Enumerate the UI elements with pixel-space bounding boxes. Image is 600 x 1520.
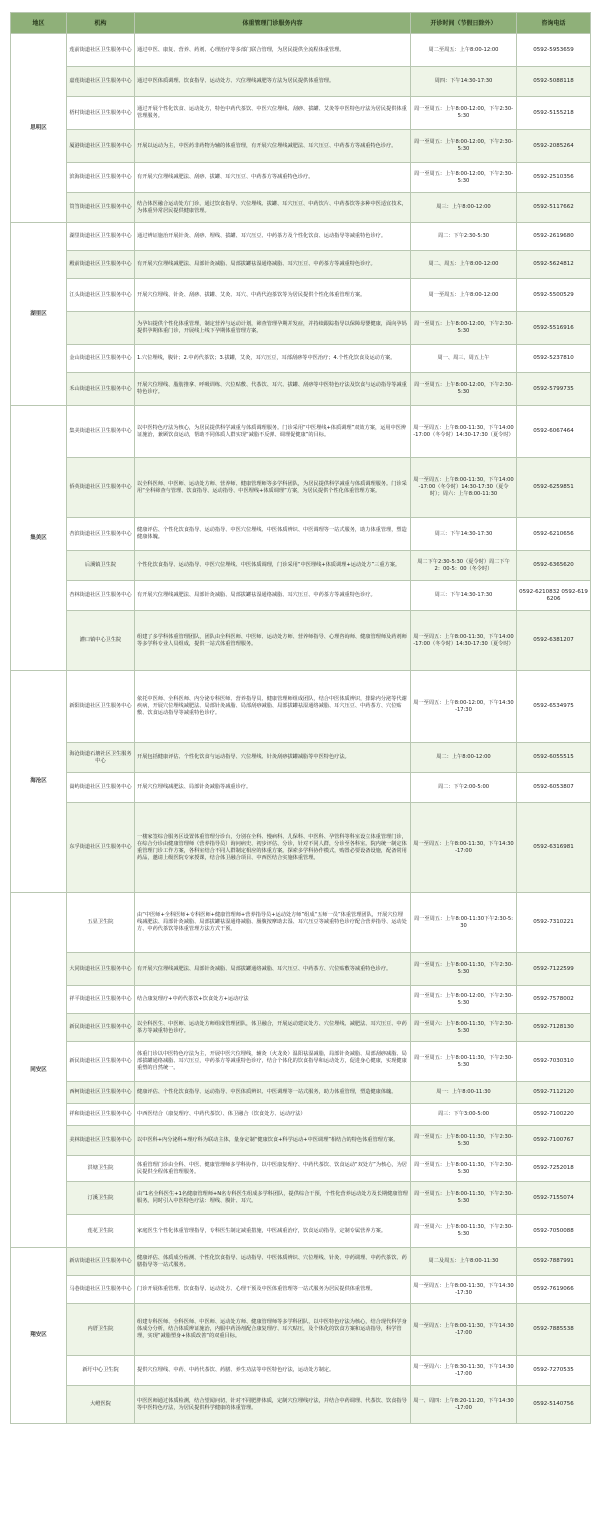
organization-cell: 祥平街道社区卫生服务中心 xyxy=(67,986,135,1014)
table-row xyxy=(11,223,591,251)
table-row xyxy=(11,518,591,551)
organization-cell: 滨海街道社区卫生服务中心 xyxy=(67,163,135,193)
phone-cell: 0592-7887991 xyxy=(517,1248,591,1276)
service-content-cell: 门诊开展体重管理、饮食指导、运动处方、心理干预及中医体重管理等一站式服务为居民提供体重管理。 xyxy=(135,1276,411,1304)
phone-cell: 0592-2510356 xyxy=(517,163,591,193)
organization-cell: 禾山街道社区卫生服务中心 xyxy=(67,373,135,406)
phone-cell: 0592-7310221 xyxy=(517,893,591,953)
table-row xyxy=(11,67,591,97)
table-row xyxy=(11,1104,591,1126)
organization-cell: 江头街道社区卫生服务中心 xyxy=(67,279,135,312)
table-row xyxy=(11,671,591,743)
clinic-hours-cell: 周四：下午14:30-17:30 xyxy=(411,67,517,97)
organization-cell: 莲花卫生院 xyxy=(67,1215,135,1248)
service-content-cell: 有开展穴位埋线减肥法、局部针灸减脂、局部拔罐祛湿通络减脂、耳穴压豆、中药茶方等减重特色诊疗。 xyxy=(135,251,411,279)
service-content-cell: 体重管理门诊由全科、中医、健康管理师多学科协作，以中医康复理疗、中药代茶饮、饮食运动“双处方”为核心，为居民提供全程体重管理服务。 xyxy=(135,1156,411,1182)
organization-cell xyxy=(67,312,135,345)
table-row xyxy=(11,1126,591,1156)
organization-cell: 祥和街道社区卫生服务中心 xyxy=(67,1104,135,1126)
phone-cell: 0592-7050088 xyxy=(517,1215,591,1248)
service-content-cell: 组建了多学科体重管理团队，团队由全科医师、中医师、运动处方师、营养师指导、心理咨询师、健康管理师及药剂师等多学科专业人员组成，提供一站式体重管理服务。 xyxy=(135,611,411,671)
table-row xyxy=(11,458,591,518)
phone-cell: 0592-7112120 xyxy=(517,1082,591,1104)
service-content-cell: 中医医师通过体质检测，结合望闻问切，针对不同肥胖体质，定制穴位埋线疗法，并结合中药调理、代茶饮、饮食指导等中医特色疗法，为居民提供科学健康的体重管理。 xyxy=(135,1386,411,1424)
service-content-cell: 中西医结合（康复理疗、中药代茶饮）、体卫融合（饮食处方、运动疗法） xyxy=(135,1104,411,1126)
organization-cell: 梧村街道社区卫生服务中心 xyxy=(67,97,135,130)
service-content-cell: 开展穴位埋线、脂肪推拿、呼吸训练、穴位贴敷、代茶饮、耳穴、拔罐、刮痧等中医特色疗法及饮食与运动指导等减重特色诊疗。 xyxy=(135,373,411,406)
table-row xyxy=(11,743,591,773)
table-row xyxy=(11,163,591,193)
phone-cell: 0592-7619066 xyxy=(517,1276,591,1304)
table-row xyxy=(11,986,591,1014)
phone-cell: 0592-6055515 xyxy=(517,743,591,773)
service-content-cell: 结合康复理疗+中药代茶饮+饮食处方+运动疗法 xyxy=(135,986,411,1014)
organization-cell: 大嶝医院 xyxy=(67,1386,135,1424)
phone-cell: 0592-5500529 xyxy=(517,279,591,312)
phone-cell: 0592-6365620 xyxy=(517,551,591,581)
clinic-hours-cell: 周一至周五：上午8:00-12:00，下午2:30-5:30 xyxy=(411,986,517,1014)
phone-cell: 0592-7155074 xyxy=(517,1182,591,1215)
table-row xyxy=(11,1386,591,1424)
clinic-hours-cell: 周三：下午3:00-5:00 xyxy=(411,1104,517,1126)
clinic-hours-cell: 周一至周五：上午8:00-11:30，下午2:30-5:30 xyxy=(411,953,517,986)
service-content-cell: 家庭医生个性化体重管理指导，专科医生制定减重措施，中医减重治疗，饮食运动指导，定制专属营养方案。 xyxy=(135,1215,411,1248)
service-content-cell: 由“1名全科医生+1名健康管理师+N名专科医生组成多学科团队，提供综合干预，个性化营养运动处方及长期健康管理服务。同时引入中医特色疗法：埋线、腹针、耳穴。 xyxy=(135,1182,411,1215)
clinic-hours-cell: 周三：上午8:00-12:00 xyxy=(411,193,517,223)
clinic-hours-cell: 周一至周五：上午8:00-12:00，下午2:30-5:30 xyxy=(411,373,517,406)
table-row xyxy=(11,345,591,373)
phone-cell: 0592-6381207 xyxy=(517,611,591,671)
phone-cell: 0592-6210656 xyxy=(517,518,591,551)
service-content-cell: 由“中医师+全科医师+专科医师+健康管理师+营养指导员+运动处方师”组成“五师一员”体重管理团队，开展穴位埋线减肥法、局部针灸减脂、局部拔罐祛湿通络减脂、肠腹按摩助去湿、耳穴压豆等减重特色诊疗配合营养指导、运动处方、中药代茶饮等体重管理方法方式干预。 xyxy=(135,893,411,953)
table-row xyxy=(11,193,591,223)
service-content-cell: 健康评估、体质成分检测、个性化饮食指导、运动指导、中医体质辨识、穴位埋线、针灸、中药调理、中药代茶饮、药膳指导等一站式服务。 xyxy=(135,1248,411,1276)
organization-cell: 西柯街道社区卫生服务中心 xyxy=(67,1082,135,1104)
clinic-hours-cell: 周一至周五：上午8:00-11:30，下午2:30-5:30 xyxy=(411,1156,517,1182)
clinic-hours-cell: 周一至周五：上午8:00-11:30，下午14:00-17:00（冬令时）14:30-17:30（夏令时）；周六：上午8:00-11:30 xyxy=(411,458,517,518)
table-row xyxy=(11,1356,591,1386)
table-row xyxy=(11,1014,591,1042)
table-row xyxy=(11,279,591,312)
table-header-row xyxy=(11,13,591,34)
clinic-hours-cell: 周一至周五：上午8:00-11:30，下午14:30-17:30 xyxy=(411,1276,517,1304)
table-row xyxy=(11,581,591,611)
clinic-hours-cell: 周二、周五：上午8:00-12:00 xyxy=(411,251,517,279)
table-row xyxy=(11,1082,591,1104)
organization-cell: 新圩中心卫生院 xyxy=(67,1356,135,1386)
table-row xyxy=(11,893,591,953)
table-row xyxy=(11,1304,591,1356)
district-cell: 湖里区 xyxy=(11,223,67,406)
organization-cell: 洪塘卫生院 xyxy=(67,1156,135,1182)
district-cell: 同安区 xyxy=(11,893,67,1248)
table-row xyxy=(11,1248,591,1276)
table-row xyxy=(11,1276,591,1304)
service-content-cell: 1.穴位埋线，腹针；2.中药代茶饮；3.拔罐，艾灸，耳穴压豆，耳部刮痧等中医治疗；4.个性化饮食及运动方案。 xyxy=(135,345,411,373)
clinic-hours-cell: 周一至周六：上午8:30-11:30，下午14:30-17:00 xyxy=(411,1356,517,1386)
phone-cell: 0592-7128130 xyxy=(517,1014,591,1042)
phone-cell: 0592-2085264 xyxy=(517,130,591,163)
phone-cell: 0592-7030310 xyxy=(517,1042,591,1082)
phone-cell: 0592-7122599 xyxy=(517,953,591,986)
weight-clinic-table xyxy=(10,12,591,1424)
table-row xyxy=(11,406,591,458)
service-content-cell: 结合体医融合运动处方门诊，通过饮食指导、穴位埋线、拔罐、耳穴压豆、中药饮片、中药茶饮等多种中医适宜技术，为体重异常居民提供健康管理。 xyxy=(135,193,411,223)
district-cell: 思明区 xyxy=(11,34,67,223)
phone-cell: 0592-5799735 xyxy=(517,373,591,406)
table-row xyxy=(11,1182,591,1215)
table-row xyxy=(11,611,591,671)
table-row xyxy=(11,1156,591,1182)
phone-cell: 0592-2619680 xyxy=(517,223,591,251)
service-content-cell: 一楼家签综合服务区设置体重管理分诊台，分别在全科、慢病科、儿保科、中医科、孕管科等科室设立体重管理门诊，在综合分诊由健康管理师（营养指导员）询问病史、初步评估、分诊，针对不同人群，分诊至各科室。院内统一制定体重管理门诊工作方案，各科室结合不同人群制定相应的体重方案。探索多学科协作模式，购置必要设备设施，配备常用药品，邀请上级医院专家授课，结合体卫融合项目、中西医结合实施体重管理。 xyxy=(135,803,411,893)
service-content-cell: 通过中医体质调理、饮食指导、运动处方、穴位埋线减肥等方法为居民提供体重管理。 xyxy=(135,67,411,97)
organization-cell: 厦港街道社区卫生服务中心 xyxy=(67,130,135,163)
service-content-cell: 以全科医生、中医师、运动处方师组成管理团队，体卫融合，开展运动建议处方、穴位埋线、减肥法、耳穴压豆、中药茶方等减重特色诊疗。 xyxy=(135,1014,411,1042)
clinic-hours-cell: 周一至周五：上午8:00-12:00，下午2:30-5:30 xyxy=(411,130,517,163)
organization-cell: 美林街道社区卫生服务中心 xyxy=(67,1126,135,1156)
table-row xyxy=(11,34,591,67)
service-content-cell: 有开展穴位埋线减肥法、局部针灸减脂、局部拔罐祛湿通络减脂、耳穴压豆、中药茶方等减重特色诊疗。 xyxy=(135,581,411,611)
clinic-hours-cell: 周二：上午8:00-12:00 xyxy=(411,743,517,773)
organization-cell: 嘉莲街道社区卫生服务中心 xyxy=(67,67,135,97)
organization-cell: 杏林街道社区卫生服务中心 xyxy=(67,581,135,611)
service-content-cell: 健康评估、个性化饮食指导、运动指导、中医体质辨识、中医调理等一站式服务，助力体重管理，塑造健康体魄。 xyxy=(135,1082,411,1104)
phone-cell: 0592-5155218 xyxy=(517,97,591,130)
phone-cell: 0592-5140756 xyxy=(517,1386,591,1424)
header-organization: 机构 xyxy=(67,13,135,34)
organization-cell: 湖里街道社区卫生服务中心 xyxy=(67,223,135,251)
organization-cell: 集美街道社区卫生服务中心 xyxy=(67,406,135,458)
organization-cell: 新民街道社区卫生服务中心 xyxy=(67,1042,135,1082)
organization-cell: 灌口镇中心卫生院 xyxy=(67,611,135,671)
service-content-cell: 体重门诊以中医特色疗法为主，开展中医穴位埋线，辅灸（火龙灸）温阳祛湿减脂，局部针灸减脂、局部刮痧减脂、局部拔罐通络减脂、耳穴压豆，中药茶方等减重特色诊疗，结合个体化的饮食指导和运动处方，促进身心健康，实现健康重塑的自然统一。 xyxy=(135,1042,411,1082)
table-row xyxy=(11,1215,591,1248)
clinic-hours-cell: 周二：下午2:30-5:30 xyxy=(411,223,517,251)
phone-cell: 0592-5516916 xyxy=(517,312,591,345)
organization-cell: 新民街道社区卫生服务中心 xyxy=(67,1014,135,1042)
service-content-cell: 提供穴位埋线、中药、中药代茶饮、药膳、养生功法等中医特色疗法，运动处方制定。 xyxy=(135,1356,411,1386)
weight-clinic-table-sheet xyxy=(10,12,590,1424)
clinic-hours-cell: 周一至周六：上午8:00-11:30，下午2:30-5:30 xyxy=(411,1215,517,1248)
service-content-cell: 开展穴位埋线减肥法、局部针灸减脂等减重诊疗。 xyxy=(135,773,411,803)
service-content-cell: 组建专科医师、全科医师、中医师、运动处方师、健康管理师等多学科团队，以中医特色疗法为核心，结合现代科学身体成分分析，结合体质辨证施治，内服中药汤剂配合康复理疗、耳穴贴压，及个体化的饮食方案和运动指导，科学管理，实现“减脂塑身+体质改善”的双重目标。 xyxy=(135,1304,411,1356)
clinic-hours-cell: 周一至周五：上午8:00-11:30，下午14:00-17:00（冬令时）14:30-17:30（夏令时） xyxy=(411,406,517,458)
phone-cell: 0592-6053807 xyxy=(517,773,591,803)
clinic-hours-cell: 周二至周五：上午8:00-12:00 xyxy=(411,34,517,67)
service-content-cell: 通过开展个性化饮食、运动处方，特色中药代茶饮、中医穴位埋线、刮痧、拔罐、艾灸等中医特色疗法为居民提供体重管理服务。 xyxy=(135,97,411,130)
district-cell: 集美区 xyxy=(11,406,67,671)
organization-cell: 后溪镇卫生院 xyxy=(67,551,135,581)
table-row xyxy=(11,773,591,803)
clinic-hours-cell: 周一至周五：上午8:00-11:30，下午14:30-17:00 xyxy=(411,803,517,893)
clinic-hours-cell: 周二下午2:30-5:30（夏令时）周二下午2：00-5：00（冬令时） xyxy=(411,551,517,581)
service-content-cell: 开展以运动为主，中医药非药物为辅的体重管理，有开展穴位埋线减肥法、耳穴压豆、中药茶方等减重特色诊疗。 xyxy=(135,130,411,163)
phone-cell: 0592-5088118 xyxy=(517,67,591,97)
header-service-content: 体重管理门诊服务内容 xyxy=(135,13,411,34)
service-content-cell: 以全科医师、中医师、运动处方师、营养师、健康管理师等多学科团队，为居民提供科学减重与体质调理服务。门诊采用“全科筛查与管理、饮食指导、运动指导、中医埋线+体质调理”方案，为居民提供个性化体重管理方案。 xyxy=(135,458,411,518)
service-content-cell: 开展包括健康评估、个性化饮食与运动指导、穴位埋线、针灸刮痧拔罐减脂等中医特色疗法。 xyxy=(135,743,411,773)
clinic-hours-cell: 周一至周五：上午8:00-12:00，下午2:30-5:30 xyxy=(411,312,517,345)
phone-cell: 0592-5117662 xyxy=(517,193,591,223)
district-cell: 翔安区 xyxy=(11,1248,67,1424)
table-body xyxy=(11,34,591,1424)
phone-cell: 0592-5953659 xyxy=(517,34,591,67)
service-content-cell: 依托中医师、全科医师、内分泌专科医师、营养指导员、健康管理师组成团队，结合中医体质辨识，排除内分泌等代谢疾病，开展穴位埋线减肥法、局部针灸减脂、局部刮痧减脂、局部拔罐祛湿通络减脂、耳穴压豆、中药茶方、穴位贴敷、饮食运动指导等减重特色诊疗。 xyxy=(135,671,411,743)
organization-cell: 五显卫生院 xyxy=(67,893,135,953)
service-content-cell: 有开展穴位埋线减肥法、局部针灸减脂、局部拔罐通络减脂、耳穴压豆、中药茶方、穴位贴敷等减重特色诊疗。 xyxy=(135,953,411,986)
service-content-cell: 健康评估、个性化饮食指导、运动指导、中医穴位埋线、中医体质辨识、中医调理等一站式服务，助力体重管理，塑造健康体魄。 xyxy=(135,518,411,551)
service-content-cell: 以中医特色疗法为核心，为居民提供科学减重与体质调理服务。门诊采用“中医埋线+体质调理”双效方案，运用中医辨证施治，兼顾饮食运动，帮助不同体质人群实现“减脂不反弹、调理促健康”的目标。 xyxy=(135,406,411,458)
clinic-hours-cell: 周一、周三、周五上午 xyxy=(411,345,517,373)
organization-cell: 新店街道社区卫生服务中心 xyxy=(67,1248,135,1276)
organization-cell: 嵩屿街道社区卫生服务中心 xyxy=(67,773,135,803)
clinic-hours-cell: 周三：下午14:30-17:30 xyxy=(411,518,517,551)
organization-cell: 侨英街道社区卫生服务中心 xyxy=(67,458,135,518)
clinic-hours-cell: 周一至周五：上午8:00-12:00，下午2:30-5:30 xyxy=(411,97,517,130)
table-row xyxy=(11,551,591,581)
clinic-hours-cell: 周一至周五：上午8:00-11:30，下午2:30-5:30 xyxy=(411,1182,517,1215)
clinic-hours-cell: 周一至周五：上午8:00-11:30，下午2:30-5:30 xyxy=(411,1126,517,1156)
phone-cell: 0592-7100767 xyxy=(517,1126,591,1156)
clinic-hours-cell: 周一至周五：上午8:00-11:30下午2:30-5:30 xyxy=(411,893,517,953)
table-row xyxy=(11,97,591,130)
phone-cell: 0592-7578002 xyxy=(517,986,591,1014)
phone-cell: 0592-6067464 xyxy=(517,406,591,458)
service-content-cell: 开展穴位埋线、针灸、刮痧、拔罐、艾灸、耳穴、中药代泡茶饮等为居民提供个性化体重管理方案。 xyxy=(135,279,411,312)
phone-cell: 0592-5237810 xyxy=(517,345,591,373)
phone-cell: 0592-6259851 xyxy=(517,458,591,518)
header-clinic-hours: 开诊时间（节假日除外） xyxy=(411,13,517,34)
organization-cell: 莲前街道社区卫生服务中心 xyxy=(67,34,135,67)
organization-cell: 大同街道社区卫生服务中心 xyxy=(67,953,135,986)
phone-cell: 0592-6534975 xyxy=(517,671,591,743)
organization-cell: 海沧街道石塘社区卫生服务中心 xyxy=(67,743,135,773)
phone-cell: 0592-7270535 xyxy=(517,1356,591,1386)
clinic-hours-cell: 周二及周五：上午8:00-11:30 xyxy=(411,1248,517,1276)
organization-cell: 东孚街道社区卫生服务中心 xyxy=(67,803,135,893)
table-row xyxy=(11,803,591,893)
organization-cell: 金山街道社区卫生服务中心 xyxy=(67,345,135,373)
organization-cell: 筼筜街道社区卫生服务中心 xyxy=(67,193,135,223)
phone-cell: 0592-7252018 xyxy=(517,1156,591,1182)
clinic-hours-cell: 周一、周四：上午8:20-11:20，下午14:30-17:00 xyxy=(411,1386,517,1424)
clinic-hours-cell: 周二：下午2:00-5:00 xyxy=(411,773,517,803)
header-district: 地区 xyxy=(11,13,67,34)
phone-cell: 0592-6316981 xyxy=(517,803,591,893)
table-row xyxy=(11,130,591,163)
table-row xyxy=(11,1042,591,1082)
clinic-hours-cell: 周一至周五：上午8:00-11:30，下午14:00-17:00（冬令时）14:30-17:30（夏令时） xyxy=(411,611,517,671)
organization-cell: 汀溪卫生院 xyxy=(67,1182,135,1215)
phone-cell: 0592-5624812 xyxy=(517,251,591,279)
organization-cell: 内厝卫生院 xyxy=(67,1304,135,1356)
service-content-cell: 通过中医、康复、营养、药剂、心理治疗等多部门联合管理，为居民提供全流程体重管理。 xyxy=(135,34,411,67)
organization-cell: 新阳街道社区卫生服务中心 xyxy=(67,671,135,743)
organization-cell: 殿前街道社区卫生服务中心 xyxy=(67,251,135,279)
phone-cell: 0592-6210832 0592-6196206 xyxy=(517,581,591,611)
service-content-cell: 为孕妇提供个性化体重管理，制定营养与运动计划，筛查管理孕期并发症，并持续跟踪指导以保障母婴健康，面向孕妈提供孕期体重门诊，开展线上线下孕期体重管理方案。 xyxy=(135,312,411,345)
organization-cell: 马巷街道社区卫生服务中心 xyxy=(67,1276,135,1304)
service-content-cell: 以中医科+内分泌科+理疗科为联动主体，量身定制“健康饮食+科学运动+中医调理”相结合的特色体重管理方案。 xyxy=(135,1126,411,1156)
table-row xyxy=(11,312,591,345)
table-row xyxy=(11,373,591,406)
clinic-hours-cell: 周一至周五：上午8:00-12:00，下午14:30-17:30 xyxy=(411,671,517,743)
clinic-hours-cell: 周一至周五：上午8:00-12:00 xyxy=(411,279,517,312)
phone-cell: 0592-7885538 xyxy=(517,1304,591,1356)
clinic-hours-cell: 周三：下午14:30-17:30 xyxy=(411,581,517,611)
organization-cell: 杏滨街道社区卫生服务中心 xyxy=(67,518,135,551)
clinic-hours-cell: 周一：上午8:00-11:30 xyxy=(411,1082,517,1104)
table-row xyxy=(11,953,591,986)
service-content-cell: 有开展穴位埋线减肥法、刮痧、拔罐、耳穴压豆、中药茶方等减重特色诊疗。 xyxy=(135,163,411,193)
clinic-hours-cell: 周一至周五：上午8:00-11:30，下午2:30-5:30 xyxy=(411,1042,517,1082)
phone-cell: 0592-7100220 xyxy=(517,1104,591,1126)
service-content-cell: 通过辨证施治开展针灸、刮痧、埋线、拔罐、耳穴压豆、中药茶方及个性化饮食、运动指导等减重特色诊疗。 xyxy=(135,223,411,251)
district-cell: 海沧区 xyxy=(11,671,67,893)
clinic-hours-cell: 周一至周五：上午8:00-11:30，下午14:30-17:00 xyxy=(411,1304,517,1356)
table-row xyxy=(11,251,591,279)
clinic-hours-cell: 周一至周五：上午8:00-12:00，下午2:30-5:30 xyxy=(411,163,517,193)
clinic-hours-cell: 周一至周六：上午8:00-11:30，下午2:30-5:30 xyxy=(411,1014,517,1042)
service-content-cell: 个性化饮食指导、运动指导、中医穴位埋线、中医体质调理，门诊采用“中医埋线+体质调理+运动处方”三重方案。 xyxy=(135,551,411,581)
header-phone: 咨询电话 xyxy=(517,13,591,34)
